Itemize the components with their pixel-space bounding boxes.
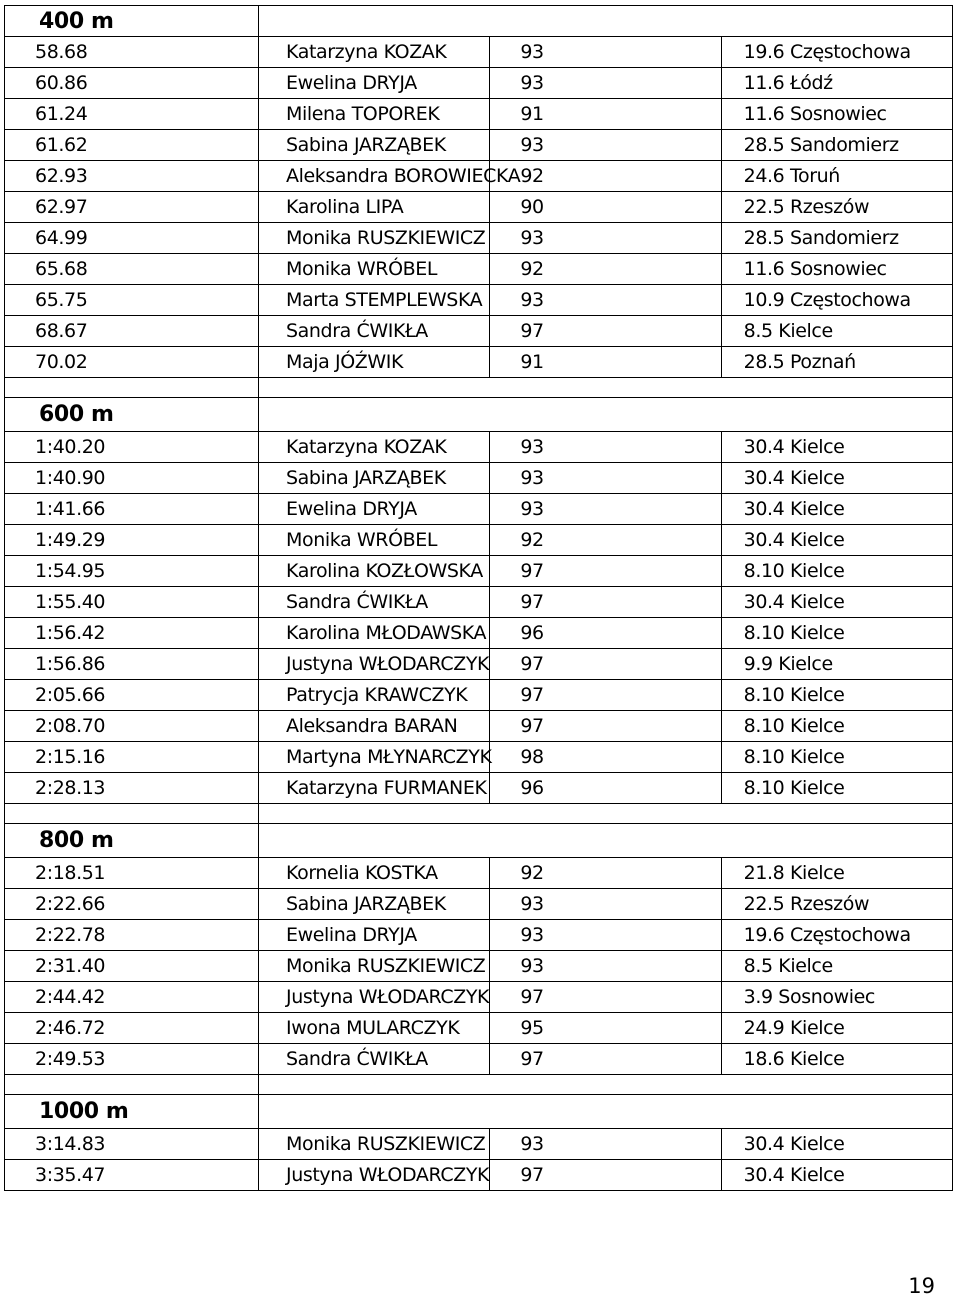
athlete-name: Monika WRÓBEL: [259, 254, 490, 285]
date-place: 28.5 Sandomierz: [721, 130, 952, 161]
result-time: 2:49.53: [5, 1044, 259, 1075]
birth-year: 92: [490, 858, 721, 889]
athlete-name: Patrycja KRAWCZYK: [259, 680, 490, 711]
result-row: [5, 618, 953, 649]
date-place: 30.4 Kielce: [721, 463, 952, 494]
result-row: [5, 37, 953, 68]
date-place: 22.5 Rzeszów: [721, 192, 952, 223]
result-time: 2:22.66: [5, 889, 259, 920]
spacer-cell: [5, 378, 259, 398]
date-place: 11.6 Sosnowiec: [721, 99, 952, 130]
result-time: 3:14.83: [5, 1129, 259, 1160]
athlete-name: Sandra ĆWIKŁA: [259, 1044, 490, 1075]
athlete-name: Sabina JARZĄBEK: [259, 463, 490, 494]
result-time: 2:28.13: [5, 773, 259, 804]
date-place: 3.9 Sosnowiec: [721, 982, 952, 1013]
birth-year: 93: [490, 920, 721, 951]
spacer-cell: [259, 804, 953, 824]
athlete-name: Katarzyna KOZAK: [259, 432, 490, 463]
spacer-cell: [259, 1075, 953, 1095]
section-title-row: [5, 824, 953, 858]
athlete-name: Karolina LIPA: [259, 192, 490, 223]
date-place: 8.10 Kielce: [721, 773, 952, 804]
birth-year: 97: [490, 649, 721, 680]
birth-year: 97: [490, 711, 721, 742]
birth-year: 93: [490, 130, 721, 161]
section-title-row: [5, 398, 953, 432]
spacer-cell: [5, 1075, 259, 1095]
birth-year: 97: [490, 1044, 721, 1075]
birth-year: 93: [490, 223, 721, 254]
date-place: 10.9 Częstochowa: [721, 285, 952, 316]
result-time: 61.24: [5, 99, 259, 130]
result-row: [5, 649, 953, 680]
date-place: 30.4 Kielce: [721, 1160, 952, 1191]
section-title: 600 m: [5, 398, 259, 432]
athlete-name: Justyna WŁODARCZYK: [259, 982, 490, 1013]
birth-year: 93: [490, 494, 721, 525]
athlete-name: Sandra ĆWIKŁA: [259, 316, 490, 347]
date-place: 8.10 Kielce: [721, 680, 952, 711]
result-time: 58.68: [5, 37, 259, 68]
result-time: 2:46.72: [5, 1013, 259, 1044]
section-title-empty: [259, 1095, 953, 1129]
birth-year: 93: [490, 37, 721, 68]
result-time: 2:05.66: [5, 680, 259, 711]
result-time: 2:22.78: [5, 920, 259, 951]
athlete-name: Sandra ĆWIKŁA: [259, 587, 490, 618]
birth-year: 95: [490, 1013, 721, 1044]
date-place: 19.6 Częstochowa: [721, 37, 952, 68]
date-place: 24.6 Toruń: [721, 161, 952, 192]
result-time: 70.02: [5, 347, 259, 378]
athlete-name: Aleksandra BOROWIECKA: [259, 161, 490, 192]
result-time: 1:40.90: [5, 463, 259, 494]
result-time: 68.67: [5, 316, 259, 347]
birth-year: 96: [490, 618, 721, 649]
result-row: [5, 130, 953, 161]
result-row: [5, 680, 953, 711]
athlete-name: Monika RUSZKIEWICZ: [259, 951, 490, 982]
date-place: 30.4 Kielce: [721, 525, 952, 556]
birth-year: 93: [490, 432, 721, 463]
date-place: 9.9 Kielce: [721, 649, 952, 680]
date-place: 8.5 Kielce: [721, 316, 952, 347]
athlete-name: Justyna WŁODARCZYK: [259, 649, 490, 680]
date-place: 8.10 Kielce: [721, 618, 952, 649]
result-time: 2:18.51: [5, 858, 259, 889]
result-time: 64.99: [5, 223, 259, 254]
birth-year: 96: [490, 773, 721, 804]
athlete-name: Ewelina DRYJA: [259, 68, 490, 99]
date-place: 8.5 Kielce: [721, 951, 952, 982]
result-row: [5, 773, 953, 804]
result-time: 2:44.42: [5, 982, 259, 1013]
date-place: 21.8 Kielce: [721, 858, 952, 889]
date-place: 22.5 Rzeszów: [721, 889, 952, 920]
athlete-name: Martyna MŁYNARCZYK: [259, 742, 490, 773]
birth-year: 93: [490, 463, 721, 494]
result-time: 62.97: [5, 192, 259, 223]
athlete-name: Monika RUSZKIEWICZ: [259, 1129, 490, 1160]
result-row: [5, 316, 953, 347]
birth-year: 92: [490, 254, 721, 285]
result-time: 1:56.86: [5, 649, 259, 680]
results-table: [4, 5, 953, 1191]
result-row: [5, 556, 953, 587]
section-title-empty: [259, 398, 953, 432]
birth-year: 97: [490, 587, 721, 618]
section-title-empty: [259, 824, 953, 858]
birth-year: 93: [490, 68, 721, 99]
result-row: [5, 432, 953, 463]
spacer-row: [5, 804, 953, 824]
athlete-name: Kornelia KOSTKA: [259, 858, 490, 889]
athlete-name: Ewelina DRYJA: [259, 494, 490, 525]
birth-year: 93: [490, 285, 721, 316]
result-time: 1:55.40: [5, 587, 259, 618]
athlete-name: Marta STEMPLEWSKA: [259, 285, 490, 316]
result-row: [5, 742, 953, 773]
date-place: 8.10 Kielce: [721, 742, 952, 773]
athlete-name: Katarzyna FURMANEK: [259, 773, 490, 804]
result-row: [5, 525, 953, 556]
birth-year: 91: [490, 347, 721, 378]
date-place: 8.10 Kielce: [721, 711, 952, 742]
spacer-cell: [259, 378, 953, 398]
birth-year: 93: [490, 1129, 721, 1160]
athlete-name: Milena TOPOREK: [259, 99, 490, 130]
result-time: 1:56.42: [5, 618, 259, 649]
result-row: [5, 951, 953, 982]
spacer-row: [5, 1075, 953, 1095]
birth-year: 93: [490, 951, 721, 982]
result-time: 3:35.47: [5, 1160, 259, 1191]
result-time: 60.86: [5, 68, 259, 99]
result-time: 1:54.95: [5, 556, 259, 587]
birth-year: 93: [490, 889, 721, 920]
result-row: [5, 347, 953, 378]
result-time: 65.68: [5, 254, 259, 285]
result-row: [5, 68, 953, 99]
athlete-name: Karolina KOZŁOWSKA: [259, 556, 490, 587]
result-row: [5, 463, 953, 494]
result-time: 1:40.20: [5, 432, 259, 463]
birth-year: 97: [490, 982, 721, 1013]
result-row: [5, 1013, 953, 1044]
athlete-name: Sabina JARZĄBEK: [259, 130, 490, 161]
birth-year: 97: [490, 1160, 721, 1191]
result-time: 2:15.16: [5, 742, 259, 773]
athlete-name: Karolina MŁODAWSKA: [259, 618, 490, 649]
result-row: [5, 494, 953, 525]
athlete-name: Iwona MULARCZYK: [259, 1013, 490, 1044]
results-sheet: [4, 5, 953, 1191]
date-place: 28.5 Sandomierz: [721, 223, 952, 254]
date-place: 30.4 Kielce: [721, 587, 952, 618]
date-place: 18.6 Kielce: [721, 1044, 952, 1075]
date-place: 24.9 Kielce: [721, 1013, 952, 1044]
birth-year: 92: [490, 161, 721, 192]
page-number: 19: [908, 1274, 935, 1298]
result-row: [5, 1044, 953, 1075]
date-place: 11.6 Łódź: [721, 68, 952, 99]
athlete-name: Maja JÓŹWIK: [259, 347, 490, 378]
result-time: 2:31.40: [5, 951, 259, 982]
section-title-row: [5, 1095, 953, 1129]
athlete-name: Aleksandra BARAN: [259, 711, 490, 742]
result-time: 62.93: [5, 161, 259, 192]
result-time: 1:49.29: [5, 525, 259, 556]
result-row: [5, 1160, 953, 1191]
birth-year: 91: [490, 99, 721, 130]
athlete-name: Ewelina DRYJA: [259, 920, 490, 951]
result-time: 65.75: [5, 285, 259, 316]
date-place: 28.5 Poznań: [721, 347, 952, 378]
result-time: 2:08.70: [5, 711, 259, 742]
section-title-row: [5, 6, 953, 37]
section-title: 800 m: [5, 824, 259, 858]
result-row: [5, 99, 953, 130]
date-place: 30.4 Kielce: [721, 494, 952, 525]
birth-year: 97: [490, 556, 721, 587]
date-place: 30.4 Kielce: [721, 1129, 952, 1160]
result-row: [5, 889, 953, 920]
athlete-name: Monika RUSZKIEWICZ: [259, 223, 490, 254]
result-row: [5, 982, 953, 1013]
result-time: 1:41.66: [5, 494, 259, 525]
athlete-name: Monika WRÓBEL: [259, 525, 490, 556]
section-title: 1000 m: [5, 1095, 259, 1129]
result-row: [5, 858, 953, 889]
result-row: [5, 285, 953, 316]
section-title-empty: [259, 6, 953, 37]
birth-year: 97: [490, 316, 721, 347]
section-title: 400 m: [5, 6, 259, 37]
athlete-name: Sabina JARZĄBEK: [259, 889, 490, 920]
result-row: [5, 192, 953, 223]
birth-year: 98: [490, 742, 721, 773]
spacer-row: [5, 378, 953, 398]
result-row: [5, 223, 953, 254]
date-place: 19.6 Częstochowa: [721, 920, 952, 951]
athlete-name: Justyna WŁODARCZYK: [259, 1160, 490, 1191]
date-place: 8.10 Kielce: [721, 556, 952, 587]
spacer-cell: [5, 804, 259, 824]
date-place: 30.4 Kielce: [721, 432, 952, 463]
birth-year: 92: [490, 525, 721, 556]
results-body: [5, 6, 953, 1191]
result-row: [5, 254, 953, 285]
athlete-name: Katarzyna KOZAK: [259, 37, 490, 68]
result-row: [5, 920, 953, 951]
result-row: [5, 711, 953, 742]
birth-year: 97: [490, 680, 721, 711]
result-row: [5, 1129, 953, 1160]
result-row: [5, 587, 953, 618]
birth-year: 90: [490, 192, 721, 223]
result-row: [5, 161, 953, 192]
date-place: 11.6 Sosnowiec: [721, 254, 952, 285]
result-time: 61.62: [5, 130, 259, 161]
